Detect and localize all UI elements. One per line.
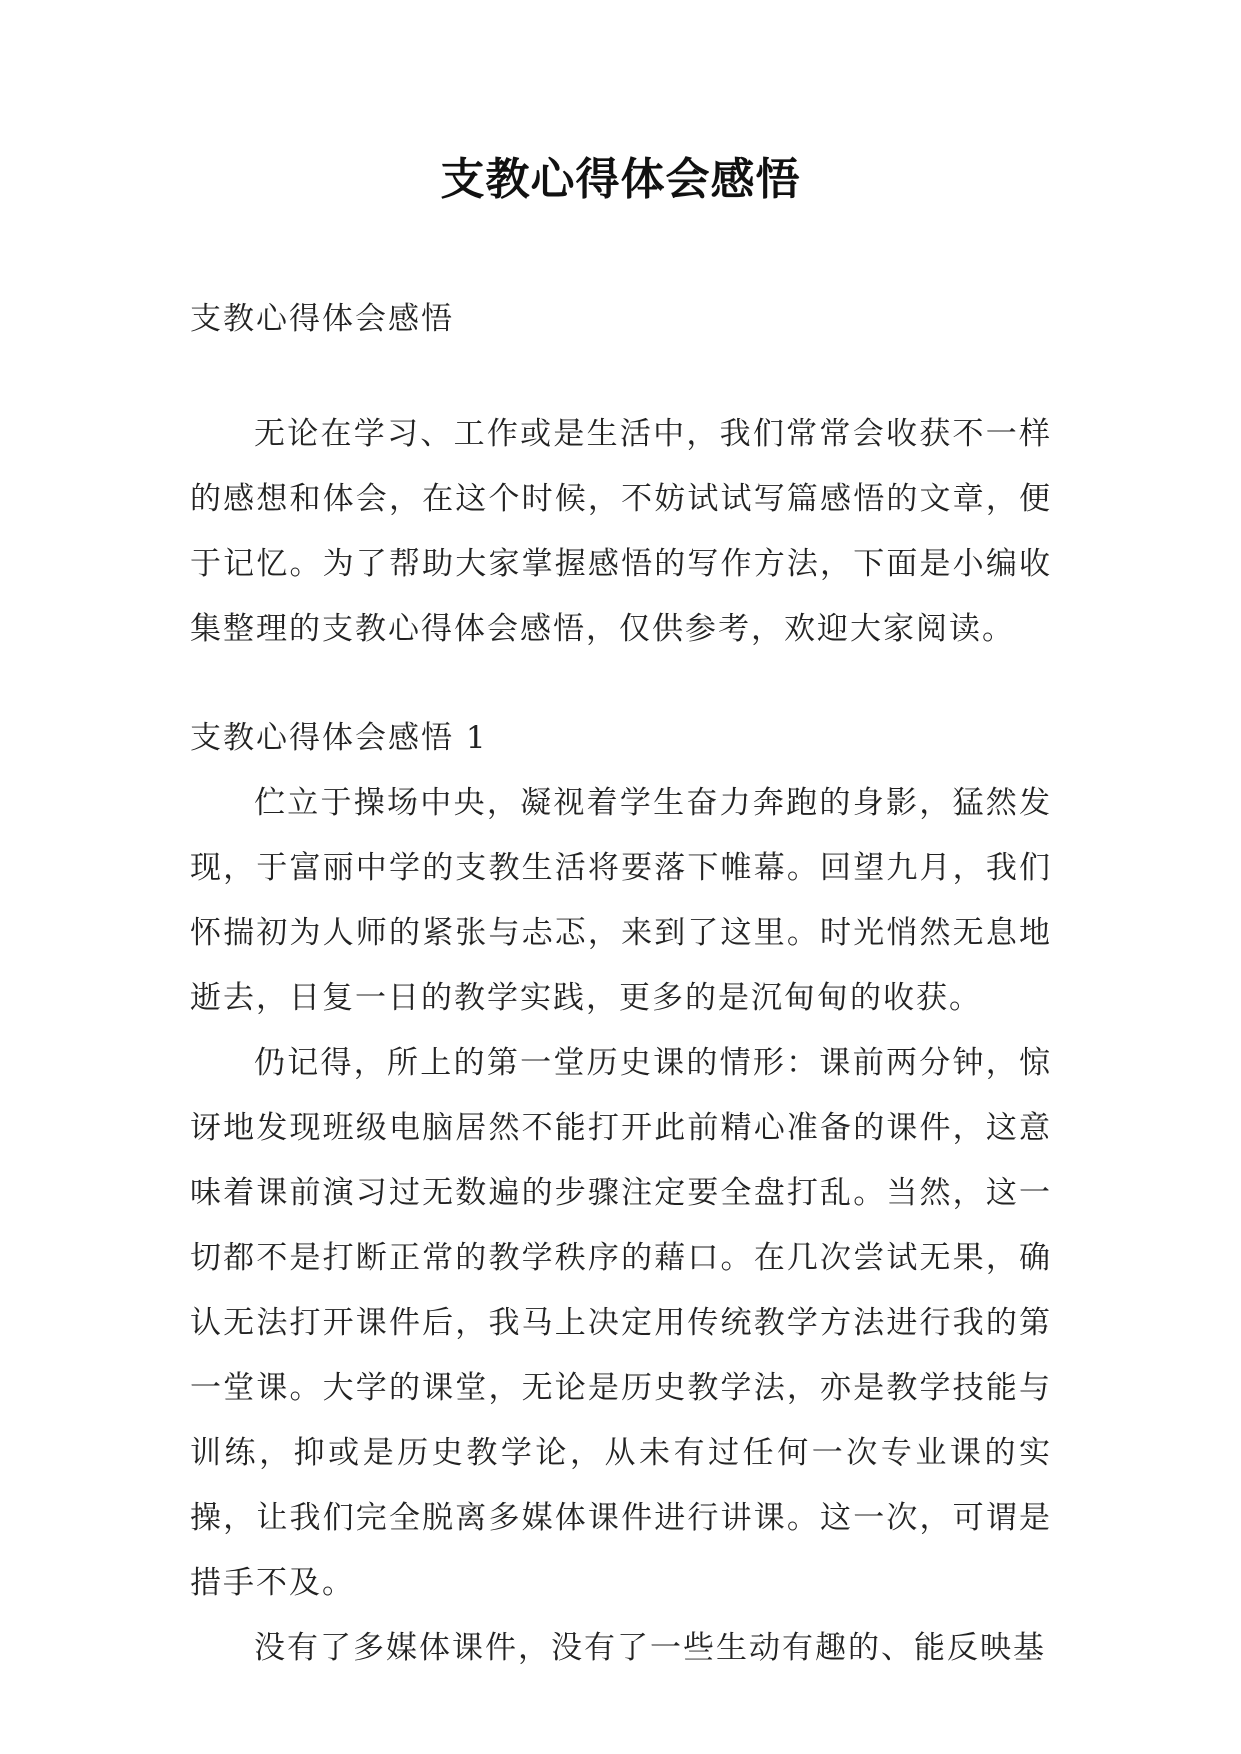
document-title: 支教心得体会感悟	[440, 154, 801, 205]
document-subtitle: 支教心得体会感悟	[190, 301, 454, 337]
body-paragraph: 伫立于操场中央，凝视着学生奋力奔跑的身影，猛然发现，于富丽中学的支教生活将要落下帷幕。回望九月，我们怀揣初为人师的紧张与忐忑，来到了这里。时光悄然无息地逝去，日复一日的教学实践，更多的是沉甸甸的收获。	[190, 785, 1052, 1016]
section-heading: 支教心得体会感悟 1	[190, 720, 488, 756]
intro-paragraph: 无论在学习、工作或是生活中，我们常常会收获不一样的感想和体会，在这个时候，不妨试试写篇感悟的文章，便于记忆。为了帮助大家掌握感悟的写作方法，下面是小编收集整理的支教心得体会感悟，仅供参考，欢迎大家阅读。	[190, 416, 1052, 647]
body-paragraph: 没有了多媒体课件，没有了一些生动有趣的、能反映基	[254, 1630, 1046, 1666]
body-paragraph: 仍记得，所上的第一堂历史课的情形：课前两分钟，惊讶地发现班级电脑居然不能打开此前精心准备的课件，这意味着课前演习过无数遍的步骤注定要全盘打乱。当然，这一切都不是打断正常的教学秩序的藉口。在几次尝试无果，确认无法打开课件后，我马上决定用传统教学方法进行我的第一堂课。大学的课堂，无论是历史教学法，亦是教学技能与训练，抑或是历史教学论，从未有过任何一次专业课的实操，让我们完全脱离多媒体课件进行讲课。这一次，可谓是措手不及。	[190, 1045, 1052, 1601]
document-body	[190, 287, 1052, 1681]
